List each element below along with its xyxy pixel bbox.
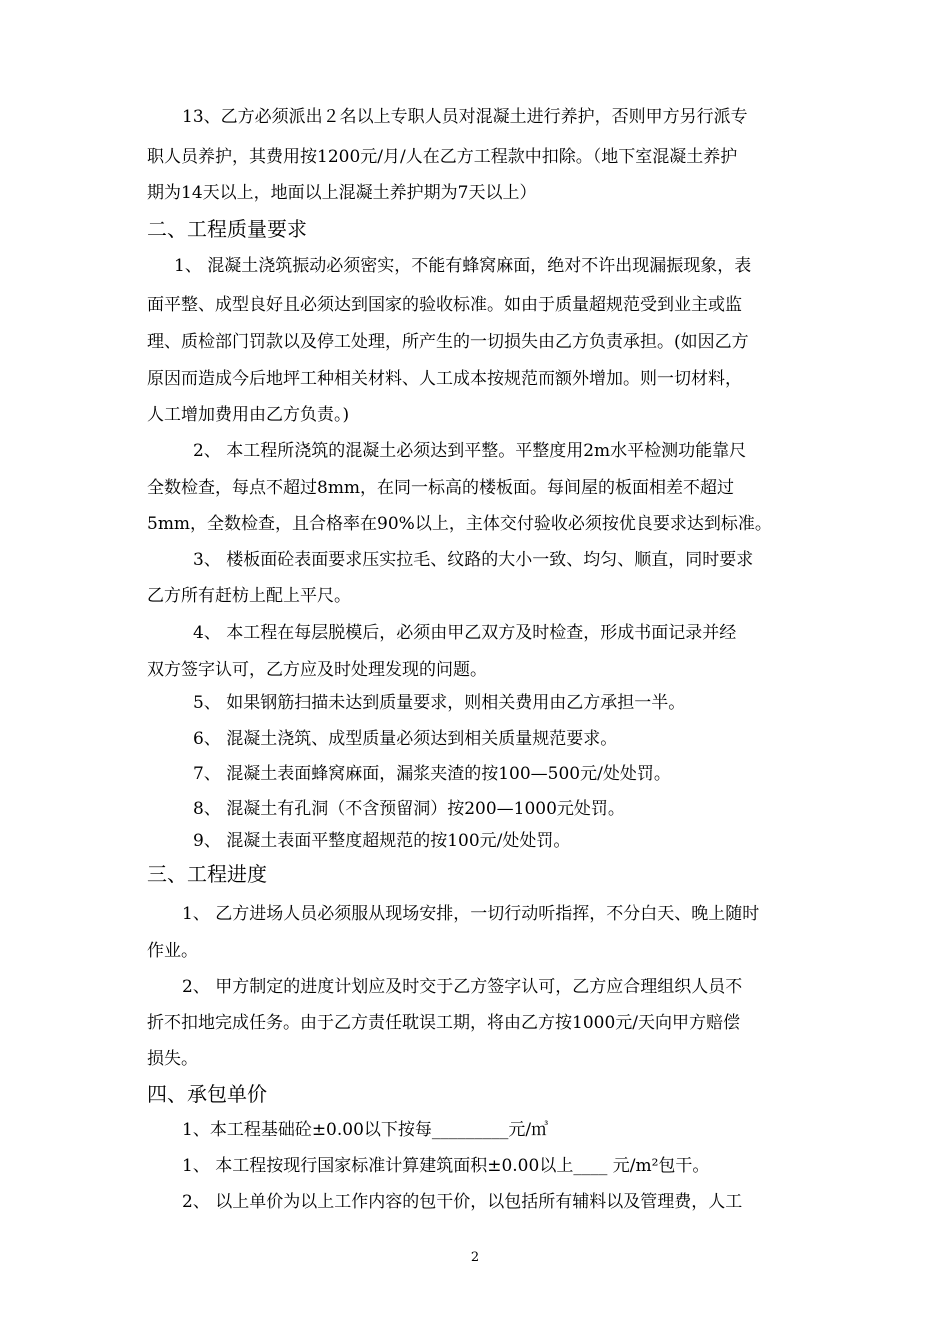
- schedule-2-line-3: 损失。: [147, 1049, 198, 1069]
- quality-1-line-5: 人工增加费用由乙方负责。): [147, 405, 350, 425]
- clause-13-line-2: 职人员养护，其费用按1200元/月/人在乙方工程款中扣除。（地下室混凝土养护: [147, 147, 738, 167]
- quality-7: 7、 混凝土表面蜂窝麻面，漏浆夹渣的按100—500元/处处罚。: [193, 764, 671, 784]
- quality-1-line-3: 理、质检部门罚款以及停工处理，所产生的一切损失由乙方负责承担。(如因乙方: [147, 332, 749, 352]
- schedule-2-line-1: 2、 甲方制定的进度计划应及时交于乙方签字认可，乙方应合理组织人员不: [182, 977, 743, 997]
- quality-8: 8、 混凝土有孔洞（不含预留洞）按200—1000元处罚。: [193, 799, 625, 819]
- schedule-1-line-1: 1、 乙方进场人员必须服从现场安排，一切行动听指挥，不分白天、晚上随时: [182, 904, 760, 924]
- unit-price-1a: 1、本工程基础砼±0.00以下按每_________元/㎥: [182, 1120, 549, 1140]
- unit-price-1b: 1、 本工程按现行国家标准计算建筑面积±0.00以上____ 元/m²包干。: [182, 1156, 710, 1176]
- quality-2-line-1: 2、 本工程所浇筑的混凝土必须达到平整。平整度用2m水平检测功能靠尺: [193, 441, 747, 461]
- quality-5: 5、 如果钢筋扫描未达到质量要求，则相关费用由乙方承担一半。: [193, 693, 686, 713]
- quality-9: 9、 混凝土表面平整度超规范的按100元/处处罚。: [193, 831, 571, 851]
- quality-2-line-2: 全数检查，每点不超过8mm，在同一标高的楼板面。每间屋的板面相差不超过: [147, 478, 735, 498]
- section-heading-unit-price: 四、承包单价: [147, 1082, 267, 1106]
- unit-price-2: 2、 以上单价为以上工作内容的包干价，以包括所有辅料以及管理费，人工: [182, 1192, 743, 1212]
- quality-1-line-1: 1、 混凝土浇筑振动必须密实，不能有蜂窝麻面，绝对不许出现漏振现象，表: [174, 256, 752, 276]
- quality-3-line-2: 乙方所有赶枋上配上平尺。: [147, 586, 351, 606]
- quality-1-line-2: 面平整、成型良好且必须达到国家的验收标准。如由于质量超规范受到业主或监: [147, 295, 742, 315]
- quality-4-line-2: 双方签字认可，乙方应及时处理发现的问题。: [147, 660, 487, 680]
- schedule-1-line-2: 作业。: [147, 941, 198, 961]
- quality-1-line-4: 原因而造成今后地坪工种相关材料、人工成本按规范而额外增加。则一切材料，: [147, 369, 742, 389]
- quality-6: 6、 混凝土浇筑、成型质量必须达到相关质量规范要求。: [193, 729, 618, 749]
- section-heading-schedule: 三、工程进度: [147, 862, 267, 886]
- schedule-2-line-2: 折不扣地完成任务。由于乙方责任耽误工期，将由乙方按1000元/天向甲方赔偿: [147, 1013, 740, 1033]
- quality-4-line-1: 4、 本工程在每层脱模后，必须由甲乙双方及时检查，形成书面记录并经: [193, 623, 737, 643]
- page-number: 2: [470, 1250, 480, 1265]
- section-heading-quality: 二、工程质量要求: [147, 217, 307, 241]
- clause-13-line-1: 13、乙方必须派出２名以上专职人员对混凝土进行养护，否则甲方另行派专: [182, 107, 748, 127]
- clause-13-line-3: 期为14天以上，地面以上混凝土养护期为7天以上）: [147, 183, 537, 203]
- quality-2-line-3: 5mm，全数检查，且合格率在90%以上，主体交付验收必须按优良要求达到标准。: [147, 514, 772, 534]
- quality-3-line-1: 3、 楼板面砼表面要求压实拉毛、纹路的大小一致、均匀、顺直，同时要求: [193, 550, 754, 570]
